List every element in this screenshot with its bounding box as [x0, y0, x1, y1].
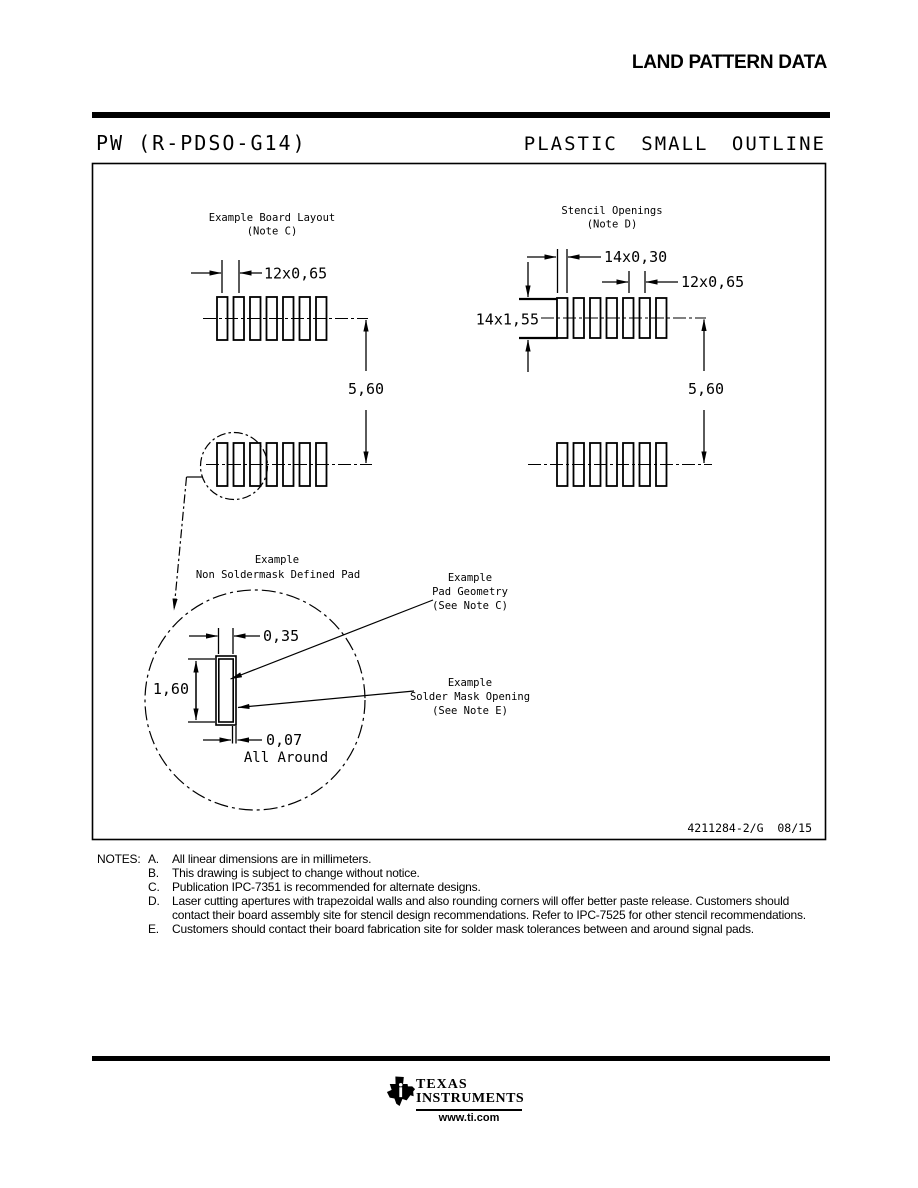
- ti-texas-icon: [386, 1075, 416, 1108]
- pad-width-dimension: [189, 628, 260, 654]
- note-letter: A.: [148, 852, 159, 866]
- note-text: Customers should contact their board fabrication site for solder mask tolerances between and around signal pads.: [172, 922, 754, 936]
- package-code: PW (R-PDSO-G14): [96, 131, 307, 155]
- note-item-e: [148, 922, 824, 936]
- stencil-pitch-dimension: [602, 271, 678, 293]
- ti-i-stem: [399, 1087, 402, 1097]
- board-layout-subtitle: (Note C): [246, 225, 298, 238]
- detail-title-line1: Example: [254, 554, 300, 566]
- notes-list: [148, 852, 824, 936]
- pad-detail-view: [145, 554, 530, 810]
- stencil-row-spacing-value: 5,60: [687, 380, 725, 398]
- aperture-length-value: 14x1,55: [475, 310, 539, 329]
- pad-label-leader: [231, 600, 434, 679]
- note-item-d: [148, 894, 824, 922]
- brand-line2: INSTRUMENTS: [416, 1091, 525, 1106]
- mask-label-leader: [238, 691, 414, 708]
- clearance-note: All Around: [243, 750, 329, 766]
- detail-view-circle: [145, 590, 365, 810]
- pad-label-line3: (See Note C): [432, 600, 508, 612]
- note-letter: C.: [148, 880, 160, 894]
- board-layout-title: Example Board Layout: [208, 212, 336, 224]
- notes-label: NOTES:: [97, 852, 141, 866]
- note-item-a: [148, 852, 824, 866]
- pad-length-value: 1,60: [152, 680, 189, 698]
- note-text: Laser cutting apertures with trapezoidal walls and also rounding corners will offer better paste release. Customers should contact their board assembly site for stencil design recommendations. Refer to IPC-7525 for other stencil recommendations.: [172, 894, 806, 922]
- pad-label-line2: Pad Geometry: [432, 586, 508, 598]
- bottom-rule: [92, 1056, 830, 1061]
- stencil-pitch-value: 12x0,65: [681, 273, 745, 291]
- note-item-c: [148, 880, 824, 894]
- mask-label-line3: (See Note E): [432, 705, 508, 717]
- detail-title-line2: Non Soldermask Defined Pad: [195, 569, 361, 581]
- aperture-width-value: 14x0,30: [604, 248, 668, 266]
- aperture-width-dimension: [527, 249, 601, 293]
- pitch-dimension-value: 12x0,65: [264, 264, 328, 283]
- page-title: LAND PATTERN DATA: [631, 52, 827, 73]
- pitch-dimension: [191, 260, 262, 293]
- package-type: PLASTIC SMALL OUTLINE: [523, 133, 826, 155]
- brand-line1: TEXAS: [416, 1077, 468, 1092]
- note-text: Publication IPC-7351 is recommended for alternate designs.: [172, 880, 481, 894]
- board-layout-diagram: [174, 212, 384, 610]
- wordmark-underline: [416, 1109, 522, 1111]
- pad-label-line1: Example: [447, 572, 493, 584]
- callout-leader-arrow: [174, 477, 187, 610]
- note-text: All linear dimensions are in millimeters.: [172, 852, 372, 866]
- stencil-title: Stencil Openings: [561, 205, 663, 217]
- mask-clearance-dimension: [203, 726, 262, 744]
- drawing-number: 4211284-2/G 08/15: [687, 821, 812, 835]
- mask-label-line2: Solder Mask Opening: [409, 691, 531, 703]
- ti-i-dot: [399, 1083, 403, 1087]
- pad-length-dimension: [188, 659, 215, 722]
- note-letter: B.: [148, 866, 159, 880]
- note-letter: E.: [148, 922, 159, 936]
- mask-label-line1: Example: [447, 677, 493, 689]
- mask-clearance-value: 0,07: [266, 731, 303, 749]
- stencil-openings-diagram: [476, 205, 744, 486]
- row-spacing-value: 5,60: [347, 380, 385, 398]
- note-letter: D.: [148, 894, 160, 908]
- figure-border: [93, 164, 826, 840]
- note-item-b: [148, 866, 824, 880]
- stencil-subtitle: (Note D): [586, 218, 638, 231]
- ti-wordmark: [416, 1078, 524, 1106]
- pad-width-value: 0,35: [263, 627, 300, 645]
- ti-website-link[interactable]: www.ti.com: [438, 1112, 500, 1124]
- note-text: This drawing is subject to change without notice.: [172, 866, 420, 880]
